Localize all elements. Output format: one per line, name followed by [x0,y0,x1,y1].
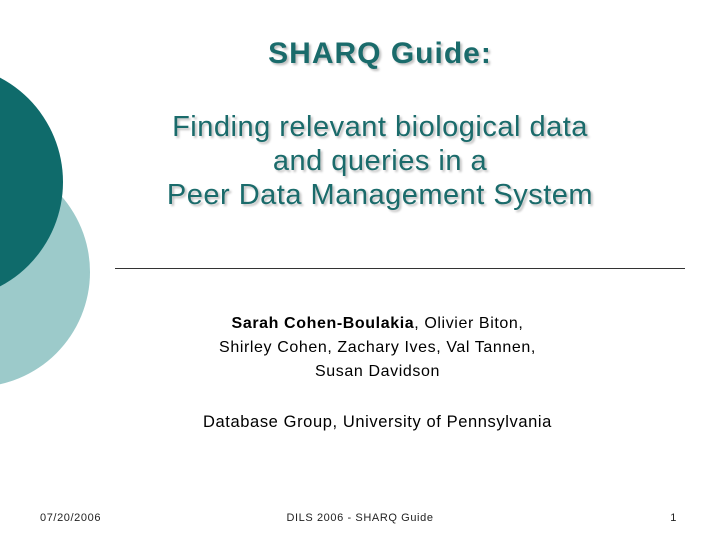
lead-author: Sarah Cohen-Boulakia [231,315,415,332]
title-divider [115,268,685,269]
author-line-1 [110,312,645,336]
page-number: 1 [670,512,677,524]
title-main: SHARQ Guide: [268,37,492,70]
footer-date: 07/20/2006 [40,512,102,524]
footer-title: DILS 2006 - SHARQ Guide [286,512,434,524]
affiliation: Database Group, University of Pennsylvania [203,413,552,431]
slide-title [90,34,670,212]
subtitle-line-1: Finding relevant biological data [172,111,588,143]
subtitle-line-3: Peer Data Management System [166,179,594,211]
subtitle-line-2: and queries in a [272,145,488,177]
author-line-1-rest: , Olivier Biton, [414,315,524,332]
author-line-2: Shirley Cohen, Zachary Ives, Val Tannen, [219,339,536,356]
author-list [110,312,645,384]
author-line-3: Susan Davidson [315,363,440,380]
